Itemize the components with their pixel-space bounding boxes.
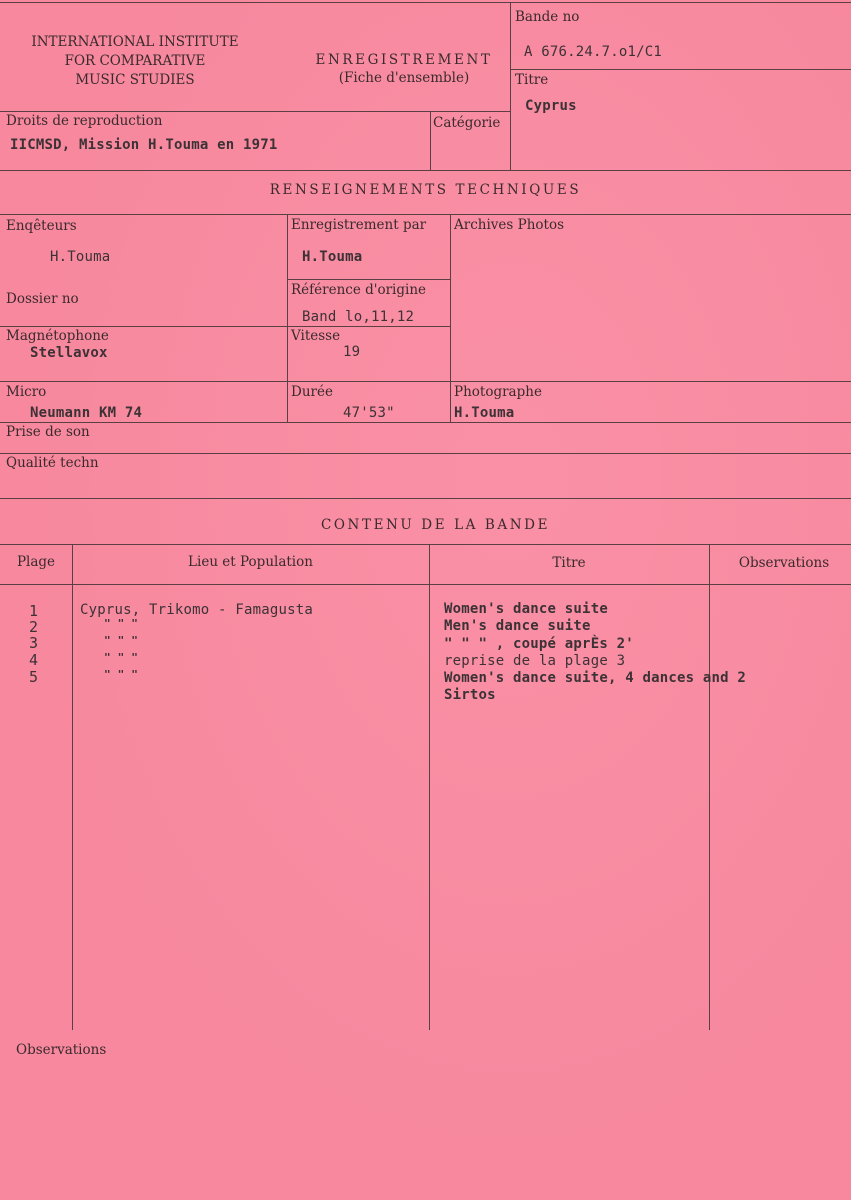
duree-label: Durée xyxy=(291,384,333,400)
micro-value: Neumann KM 74 xyxy=(30,405,143,421)
magnetophone-label: Magnétophone xyxy=(6,328,109,344)
plage-number: 3 xyxy=(29,634,39,652)
divider xyxy=(430,111,431,170)
magnetophone-value: Stellavox xyxy=(30,345,108,361)
plage-number: 5 xyxy=(29,668,39,686)
photographe-value: H.Touma xyxy=(454,405,515,421)
institute-name xyxy=(0,33,270,90)
titre-cell: reprise de la plage 3 xyxy=(444,653,626,669)
observations-label: Observations xyxy=(16,1042,107,1058)
lieu-cell: Cyprus, Trikomo - Famagusta xyxy=(80,602,313,618)
bande-label: Bande no xyxy=(515,9,580,25)
divider xyxy=(0,453,851,454)
divider xyxy=(0,544,851,545)
droits-value: IICMSD, Mission H.Touma en 1971 xyxy=(10,137,278,153)
droits-label: Droits de reproduction xyxy=(6,113,163,129)
column-header-plage: Plage xyxy=(16,554,56,570)
qualite-label: Qualité techn xyxy=(6,455,99,471)
technical-heading: RENSEIGNEMENTS TECHNIQUES xyxy=(269,182,582,198)
duree-value: 47'53" xyxy=(343,405,395,421)
titre-cell: Men's dance suite xyxy=(444,618,591,634)
titre-value: Cyprus xyxy=(525,98,577,114)
enqueteurs-label: Enqêteurs xyxy=(6,218,77,234)
divider xyxy=(0,498,851,499)
divider xyxy=(72,544,73,1030)
divider xyxy=(450,214,451,422)
titre-cell: Women's dance suite, 4 dances and 2 xyxy=(444,670,747,686)
divider xyxy=(287,214,288,422)
prise-label: Prise de son xyxy=(6,424,90,440)
column-header-titre: Titre xyxy=(552,555,586,571)
divider xyxy=(0,422,851,423)
photographe-label: Photographe xyxy=(454,384,542,400)
titre-continuation: Sirtos xyxy=(444,687,496,703)
divider xyxy=(0,326,450,327)
reference-label: Référence d'origine xyxy=(291,282,427,298)
divider xyxy=(709,544,710,1030)
archives-label: Archives Photos xyxy=(454,217,564,233)
lieu-cell: " " " xyxy=(104,617,139,630)
form-subtitle: (Fiche d'ensemble) xyxy=(338,70,470,86)
vitesse-label: Vitesse xyxy=(291,328,341,344)
enregistrement-value: H.Touma xyxy=(302,249,363,265)
column-header-observations: Observations xyxy=(738,555,830,571)
institute-line: INTERNATIONAL INSTITUTE xyxy=(31,34,239,50)
divider xyxy=(429,544,430,1030)
divider xyxy=(0,584,851,585)
divider xyxy=(0,214,851,215)
categorie-label: Catégorie xyxy=(433,115,501,131)
lieu-cell: " " " xyxy=(104,668,139,681)
plage-number: 4 xyxy=(29,651,39,669)
titre-cell: Women's dance suite xyxy=(444,601,608,617)
reference-value: Band lo,11,12 xyxy=(302,309,415,325)
divider xyxy=(0,111,510,112)
divider xyxy=(510,2,511,170)
institute-line: FOR COMPARATIVE xyxy=(64,53,206,69)
plage-number: 2 xyxy=(29,618,39,636)
institute-line: MUSIC STUDIES xyxy=(75,72,195,88)
plage-number: 1 xyxy=(29,602,39,620)
divider xyxy=(510,69,851,70)
divider xyxy=(0,2,851,3)
divider xyxy=(0,381,851,382)
divider xyxy=(0,170,851,171)
micro-label: Micro xyxy=(6,384,47,400)
lieu-cell: " " " xyxy=(104,651,139,664)
lieu-cell: " " " xyxy=(104,634,139,647)
form-title: ENREGISTREMENT xyxy=(315,52,493,68)
enqueteurs-value: H.Touma xyxy=(50,249,111,265)
bande-value: A 676.24.7.o1/C1 xyxy=(524,44,663,60)
enregistrement-label: Enregistrement par xyxy=(291,217,427,233)
divider xyxy=(287,279,450,280)
contenu-heading: CONTENU DE LA BANDE xyxy=(320,517,551,533)
titre-label: Titre xyxy=(515,72,549,88)
dossier-label: Dossier no xyxy=(6,291,79,307)
column-header-lieu: Lieu et Population xyxy=(188,554,313,570)
titre-cell: " " " , coupé aprÈs 2' xyxy=(444,636,634,652)
vitesse-value: 19 xyxy=(343,344,361,360)
